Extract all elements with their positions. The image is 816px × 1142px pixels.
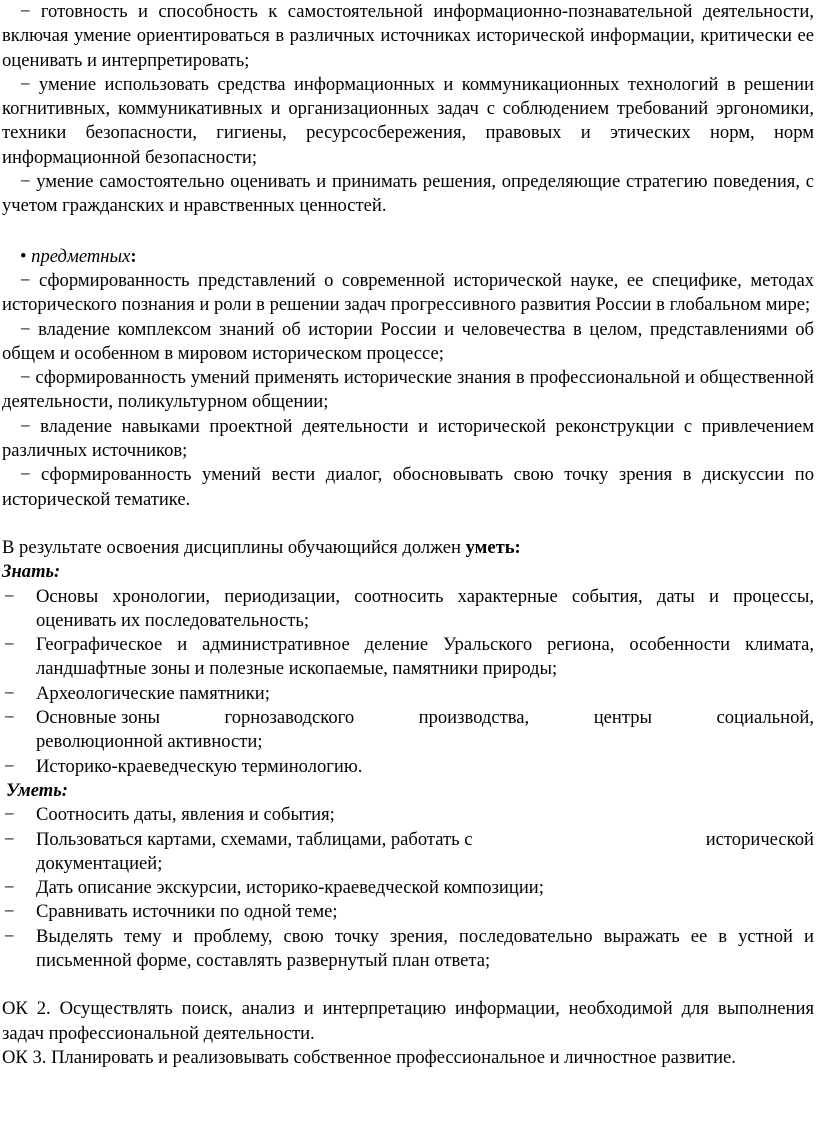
list-item: − Пользоваться картами, схемами, таблицами, работать с исторической документацией; <box>4 828 814 874</box>
zones-line: Основные зоны горнозаводского производства, центры социальной, <box>36 707 814 729</box>
list-item: − Географическое и административное деление Уральского региона, особенности климата, ландшафтные зоны и полезные ископаемые, памятники природы; <box>4 634 814 680</box>
know-list <box>2 585 814 779</box>
list-item: − Дать описание экскурсии, историко-краеведческой композиции; <box>4 877 544 899</box>
list-item: − Сравнивать источники по одной теме; <box>4 901 338 923</box>
subject-item-1: − сформированность представлений о современной исторической науке, ее специфике, методах исторического познания и роли в решении задач прогрессивного развития России в глобальном мире; <box>2 269 814 316</box>
can-heading: Уметь: <box>6 779 68 801</box>
ok-2: ОК 2. Осуществлять поиск, анализ и интерпретацию информации, необходимой для выполнения задач профессиональной деятельности. <box>2 998 814 1044</box>
bullet-icon: • <box>20 245 27 267</box>
subject-label: предметных <box>31 245 131 267</box>
know-heading: Знать: <box>2 561 61 583</box>
list-item: − Археологические памятники; <box>4 682 270 704</box>
ok-3: ОК 3. Планировать и реализовывать собственное профессиональное и личностное развитие. <box>2 1046 736 1068</box>
can-list <box>2 803 814 973</box>
meta-paragraph-3: − умение самостоятельно оценивать и принимать решения, определяющие стратегию поведения, с учетом гражданских и нравственных ценностей. <box>2 171 814 217</box>
result-intro: В результате освоения дисциплины обучающийся должен уметь: <box>2 536 521 558</box>
maps-line: Пользоваться картами, схемами, таблицами, работать с исторической <box>36 828 814 850</box>
list-item: − Историко-краеведческую терминологию. <box>4 755 363 777</box>
list-item: − Соотносить даты, явления и события; <box>4 804 335 826</box>
subject-item-2: − владение комплексом знаний об истории России и человечества в целом, представлениями об общем и особенном в мировом историческом процессе; <box>2 318 814 364</box>
meta-paragraph-1: − готовность и способность к самостоятельной информационно-познавательной деятельности, включая умение ориентироваться в различных источниках исторической информации, критически ее оценивать и интерпретировать; <box>2 1 814 71</box>
list-item: − Выделять тему и проблему, свою точку зрения, последовательно выражать ее в устной и письменной форме, составлять развернутый план ответа; <box>4 925 814 971</box>
meta-paragraph-2: − умение использовать средства информационных и коммуникационных технологий в решении когнитивных, коммуникативных и организационных задач с соблюдением требований эргономики, техники безопасности, гигиены, ресурсосбережения, правовых и этических норм, норм информационной безопасности; <box>2 73 814 168</box>
list-item: − Основы хронологии, периодизации, соотносить характерные события, даты и процессы, оценивать их последовательность; <box>4 585 814 631</box>
subject-item-5: − сформированность умений вести диалог, обосновывать свою точку зрения в дискуссии по исторической тематике. <box>2 464 814 510</box>
subject-heading: • предметных: <box>20 245 137 267</box>
subject-item-4: − владение навыками проектной деятельности и исторической реконструкции с привлечением различных источников; <box>2 415 814 462</box>
subject-item-3: − сформированность умений применять исторические знания в профессиональной и общественной деятельности, поликультурном общении; <box>2 367 814 413</box>
list-item: − Основные зоны горнозаводского производства, центры социальной, революционной активности; <box>4 707 814 753</box>
